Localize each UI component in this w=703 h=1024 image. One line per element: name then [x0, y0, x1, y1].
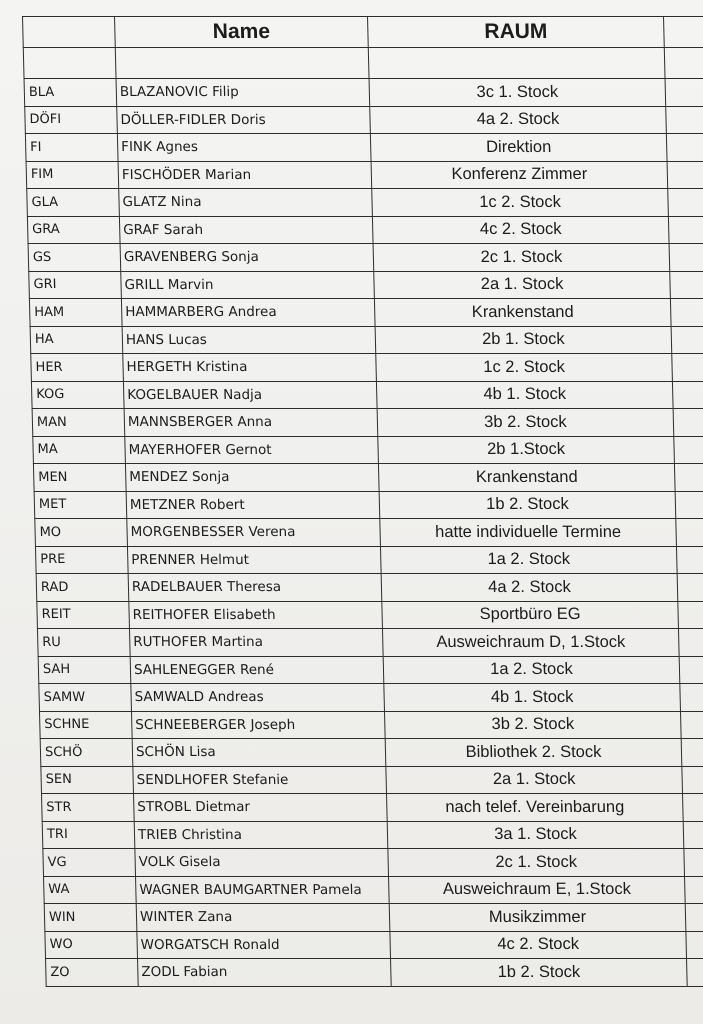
- extra-cell: [665, 79, 703, 107]
- table-row: [40, 739, 703, 767]
- staff-name: PRENNER Helmut: [127, 546, 381, 574]
- table-row: [41, 766, 703, 794]
- staff-name: METZNER Robert: [126, 491, 380, 519]
- extra-cell: [672, 354, 703, 382]
- room-location: 1c 2. Stock: [372, 189, 669, 217]
- blank-cell: [664, 48, 703, 79]
- room-location: 1a 2. Stock: [380, 546, 677, 574]
- room-location: 3b 2. Stock: [377, 409, 674, 437]
- staff-name: VOLK Gisela: [135, 849, 389, 877]
- room-location: 4c 2. Stock: [372, 216, 669, 244]
- staff-name: FISCHÖDER Marian: [118, 161, 372, 189]
- table-row: [33, 436, 703, 464]
- staff-code: RAD: [36, 574, 129, 602]
- room-location: 1b 2. Stock: [391, 959, 688, 987]
- table-row: [26, 161, 703, 189]
- extra-cell: [667, 161, 703, 189]
- staff-code: SCHNE: [39, 711, 132, 739]
- staff-code: GRA: [27, 216, 120, 244]
- staff-name: SCHÖN Lisa: [132, 739, 386, 767]
- table-row: [27, 189, 703, 217]
- table-row: [44, 904, 703, 932]
- room-location: 2a 1. Stock: [386, 766, 683, 794]
- blank-row: [23, 48, 703, 79]
- room-location: 3a 1. Stock: [387, 821, 684, 849]
- staff-name: RUTHOFER Martina: [129, 629, 383, 657]
- staff-name: MAYERHOFER Gernot: [125, 436, 379, 464]
- extra-cell: [671, 326, 703, 354]
- room-location: Bibliothek 2. Stock: [385, 739, 682, 767]
- extra-cell: [672, 381, 703, 409]
- staff-name: HERGETH Kristina: [123, 354, 377, 382]
- room-location: 2b 1.Stock: [378, 436, 675, 464]
- room-location: 2c 1. Stock: [373, 244, 670, 272]
- room-location: 4a 2. Stock: [370, 106, 667, 134]
- extra-cell: [685, 876, 703, 904]
- staff-name: DÖLLER-FIDLER Doris: [117, 106, 371, 134]
- room-location: 1b 2. Stock: [379, 491, 676, 519]
- room-location: hatte individuelle Termine: [380, 519, 677, 547]
- staff-code: SCHÖ: [40, 739, 133, 767]
- extra-cell: [683, 821, 703, 849]
- room-location: 2c 1. Stock: [388, 849, 685, 877]
- room-location: Konferenz Zimmer: [371, 161, 668, 189]
- staff-code: HER: [31, 354, 124, 382]
- extra-cell: [678, 629, 703, 657]
- extra-cell: [674, 436, 703, 464]
- extra-cell: [673, 409, 703, 437]
- extra-cell: [666, 106, 703, 134]
- staff-code: WA: [44, 876, 137, 904]
- staff-code: FIM: [26, 161, 119, 189]
- staff-name: GLATZ Nina: [119, 189, 373, 217]
- extra-cell: [680, 711, 703, 739]
- header-room: RAUM: [368, 17, 665, 48]
- table-row: [44, 876, 703, 904]
- staff-code: MO: [35, 519, 128, 547]
- staff-code: DÖFI: [25, 106, 118, 134]
- staff-code: SEN: [41, 766, 134, 794]
- staff-code: WIN: [44, 904, 137, 932]
- table-row: [25, 106, 703, 134]
- room-location: 3b 2. Stock: [384, 711, 681, 739]
- table-row: [31, 381, 703, 409]
- extra-cell: [681, 739, 703, 767]
- room-location: 1a 2. Stock: [383, 656, 680, 684]
- extra-cell: [676, 519, 703, 547]
- room-location: Musikzimmer: [389, 904, 686, 932]
- extra-cell: [669, 244, 703, 272]
- room-location: Krankenstand: [378, 464, 675, 492]
- extra-cell: [677, 574, 703, 602]
- extra-cell: [678, 601, 703, 629]
- table-row: [35, 519, 703, 547]
- room-location: 4a 2. Stock: [381, 574, 678, 602]
- staff-name: MANNSBERGER Anna: [124, 409, 378, 437]
- staff-code: STR: [42, 794, 135, 822]
- staff-name: HAMMARBERG Andrea: [121, 299, 375, 327]
- extra-cell: [676, 546, 703, 574]
- staff-name: HANS Lucas: [122, 326, 376, 354]
- staff-name: SENDLHOFER Stefanie: [133, 766, 387, 794]
- table-row: [36, 574, 703, 602]
- table-row: [33, 464, 703, 492]
- staff-name: GRILL Marvin: [121, 271, 375, 299]
- staff-code: REIT: [37, 601, 130, 629]
- staff-code: GS: [28, 244, 121, 272]
- staff-name: STROBL Dietmar: [134, 794, 388, 822]
- staff-code: GLA: [27, 189, 120, 217]
- staff-code: HA: [30, 326, 123, 354]
- staff-name: REITHOFER Elisabeth: [129, 601, 383, 629]
- room-location: 4c 2. Stock: [390, 931, 687, 959]
- room-location: 4b 1. Stock: [376, 381, 673, 409]
- extra-cell: [687, 959, 703, 987]
- table-row: [42, 821, 703, 849]
- room-table-wrapper: [22, 16, 703, 987]
- table-row: [34, 491, 703, 519]
- table-row: [39, 684, 703, 712]
- staff-name: SAHLENEGGER René: [130, 656, 384, 684]
- staff-code: KOG: [31, 381, 124, 409]
- room-location: Krankenstand: [374, 299, 671, 327]
- table-row: [29, 299, 703, 327]
- table-row: [39, 711, 703, 739]
- extra-cell: [668, 216, 703, 244]
- table-row: [24, 79, 703, 107]
- room-location: nach telef. Vereinbarung: [387, 794, 684, 822]
- staff-name: ZODL Fabian: [138, 959, 392, 987]
- table-row: [25, 134, 703, 162]
- header-name: Name: [115, 17, 369, 48]
- table-row: [43, 849, 703, 877]
- staff-code: BLA: [24, 79, 117, 107]
- staff-name: WINTER Zana: [136, 904, 390, 932]
- staff-code: TRI: [42, 821, 135, 849]
- table-row: [28, 244, 703, 272]
- table-row: [35, 546, 703, 574]
- header-extra: [664, 17, 703, 48]
- staff-name: KOGELBAUER Nadja: [123, 381, 377, 409]
- table-row: [32, 409, 703, 437]
- staff-code: ZO: [46, 959, 139, 987]
- staff-code: WO: [45, 931, 138, 959]
- staff-name: WAGNER BAUMGARTNER Pamela: [136, 876, 390, 904]
- staff-code: MAN: [32, 409, 125, 437]
- extra-cell: [684, 849, 703, 877]
- table-row: [37, 601, 703, 629]
- staff-name: FINK Agnes: [117, 134, 371, 162]
- extra-cell: [670, 299, 703, 327]
- staff-name: TRIEB Christina: [134, 821, 388, 849]
- table-row: [29, 271, 703, 299]
- staff-code: MA: [33, 436, 126, 464]
- header-code: [23, 17, 116, 48]
- extra-cell: [682, 766, 703, 794]
- extra-cell: [670, 271, 703, 299]
- staff-name: GRAF Sarah: [119, 216, 373, 244]
- table-row: [30, 326, 703, 354]
- staff-name: SCHNEEBERGER Joseph: [131, 711, 385, 739]
- room-location: Sportbüro EG: [382, 601, 679, 629]
- extra-cell: [666, 134, 703, 162]
- staff-name: MORGENBESSER Verena: [127, 519, 381, 547]
- room-location: Direktion: [370, 134, 667, 162]
- staff-code: MET: [34, 491, 127, 519]
- staff-name: BLAZANOVIC Filip: [116, 79, 370, 107]
- room-location: 3c 1. Stock: [369, 79, 666, 107]
- blank-cell: [115, 48, 369, 79]
- staff-code: FI: [25, 134, 118, 162]
- blank-cell: [368, 48, 665, 79]
- staff-name: GRAVENBERG Sonja: [120, 244, 374, 272]
- table-row: [45, 931, 703, 959]
- staff-code: RU: [37, 629, 130, 657]
- table-row: [27, 216, 703, 244]
- extra-cell: [680, 684, 703, 712]
- room-location: 2a 1. Stock: [374, 271, 671, 299]
- room-location: 4b 1. Stock: [384, 684, 681, 712]
- table-row: [31, 354, 703, 382]
- staff-name: MENDEZ Sonja: [125, 464, 379, 492]
- staff-code: VG: [43, 849, 136, 877]
- room-location: Ausweichraum D, 1.Stock: [382, 629, 679, 657]
- room-location: 2b 1. Stock: [375, 326, 672, 354]
- table-row: [38, 656, 703, 684]
- table-row: [42, 794, 703, 822]
- extra-cell: [686, 931, 703, 959]
- extra-cell: [679, 656, 703, 684]
- extra-cell: [675, 491, 703, 519]
- room-table: [22, 16, 703, 987]
- staff-code: MEN: [33, 464, 126, 492]
- staff-name: WORGATSCH Ronald: [137, 931, 391, 959]
- staff-name: SAMWALD Andreas: [131, 684, 385, 712]
- extra-cell: [674, 464, 703, 492]
- table-row: [46, 959, 703, 987]
- staff-code: SAH: [38, 656, 131, 684]
- table-row: [37, 629, 703, 657]
- staff-code: PRE: [35, 546, 128, 574]
- staff-code: GRI: [29, 271, 122, 299]
- blank-cell: [23, 48, 116, 79]
- staff-code: HAM: [29, 299, 122, 327]
- room-location: 1c 2. Stock: [376, 354, 673, 382]
- staff-code: SAMW: [39, 684, 132, 712]
- header-row: [23, 17, 703, 48]
- room-location: Ausweichraum E, 1.Stock: [389, 876, 686, 904]
- extra-cell: [668, 189, 703, 217]
- extra-cell: [685, 904, 703, 932]
- extra-cell: [683, 794, 703, 822]
- staff-name: RADELBAUER Theresa: [128, 574, 382, 602]
